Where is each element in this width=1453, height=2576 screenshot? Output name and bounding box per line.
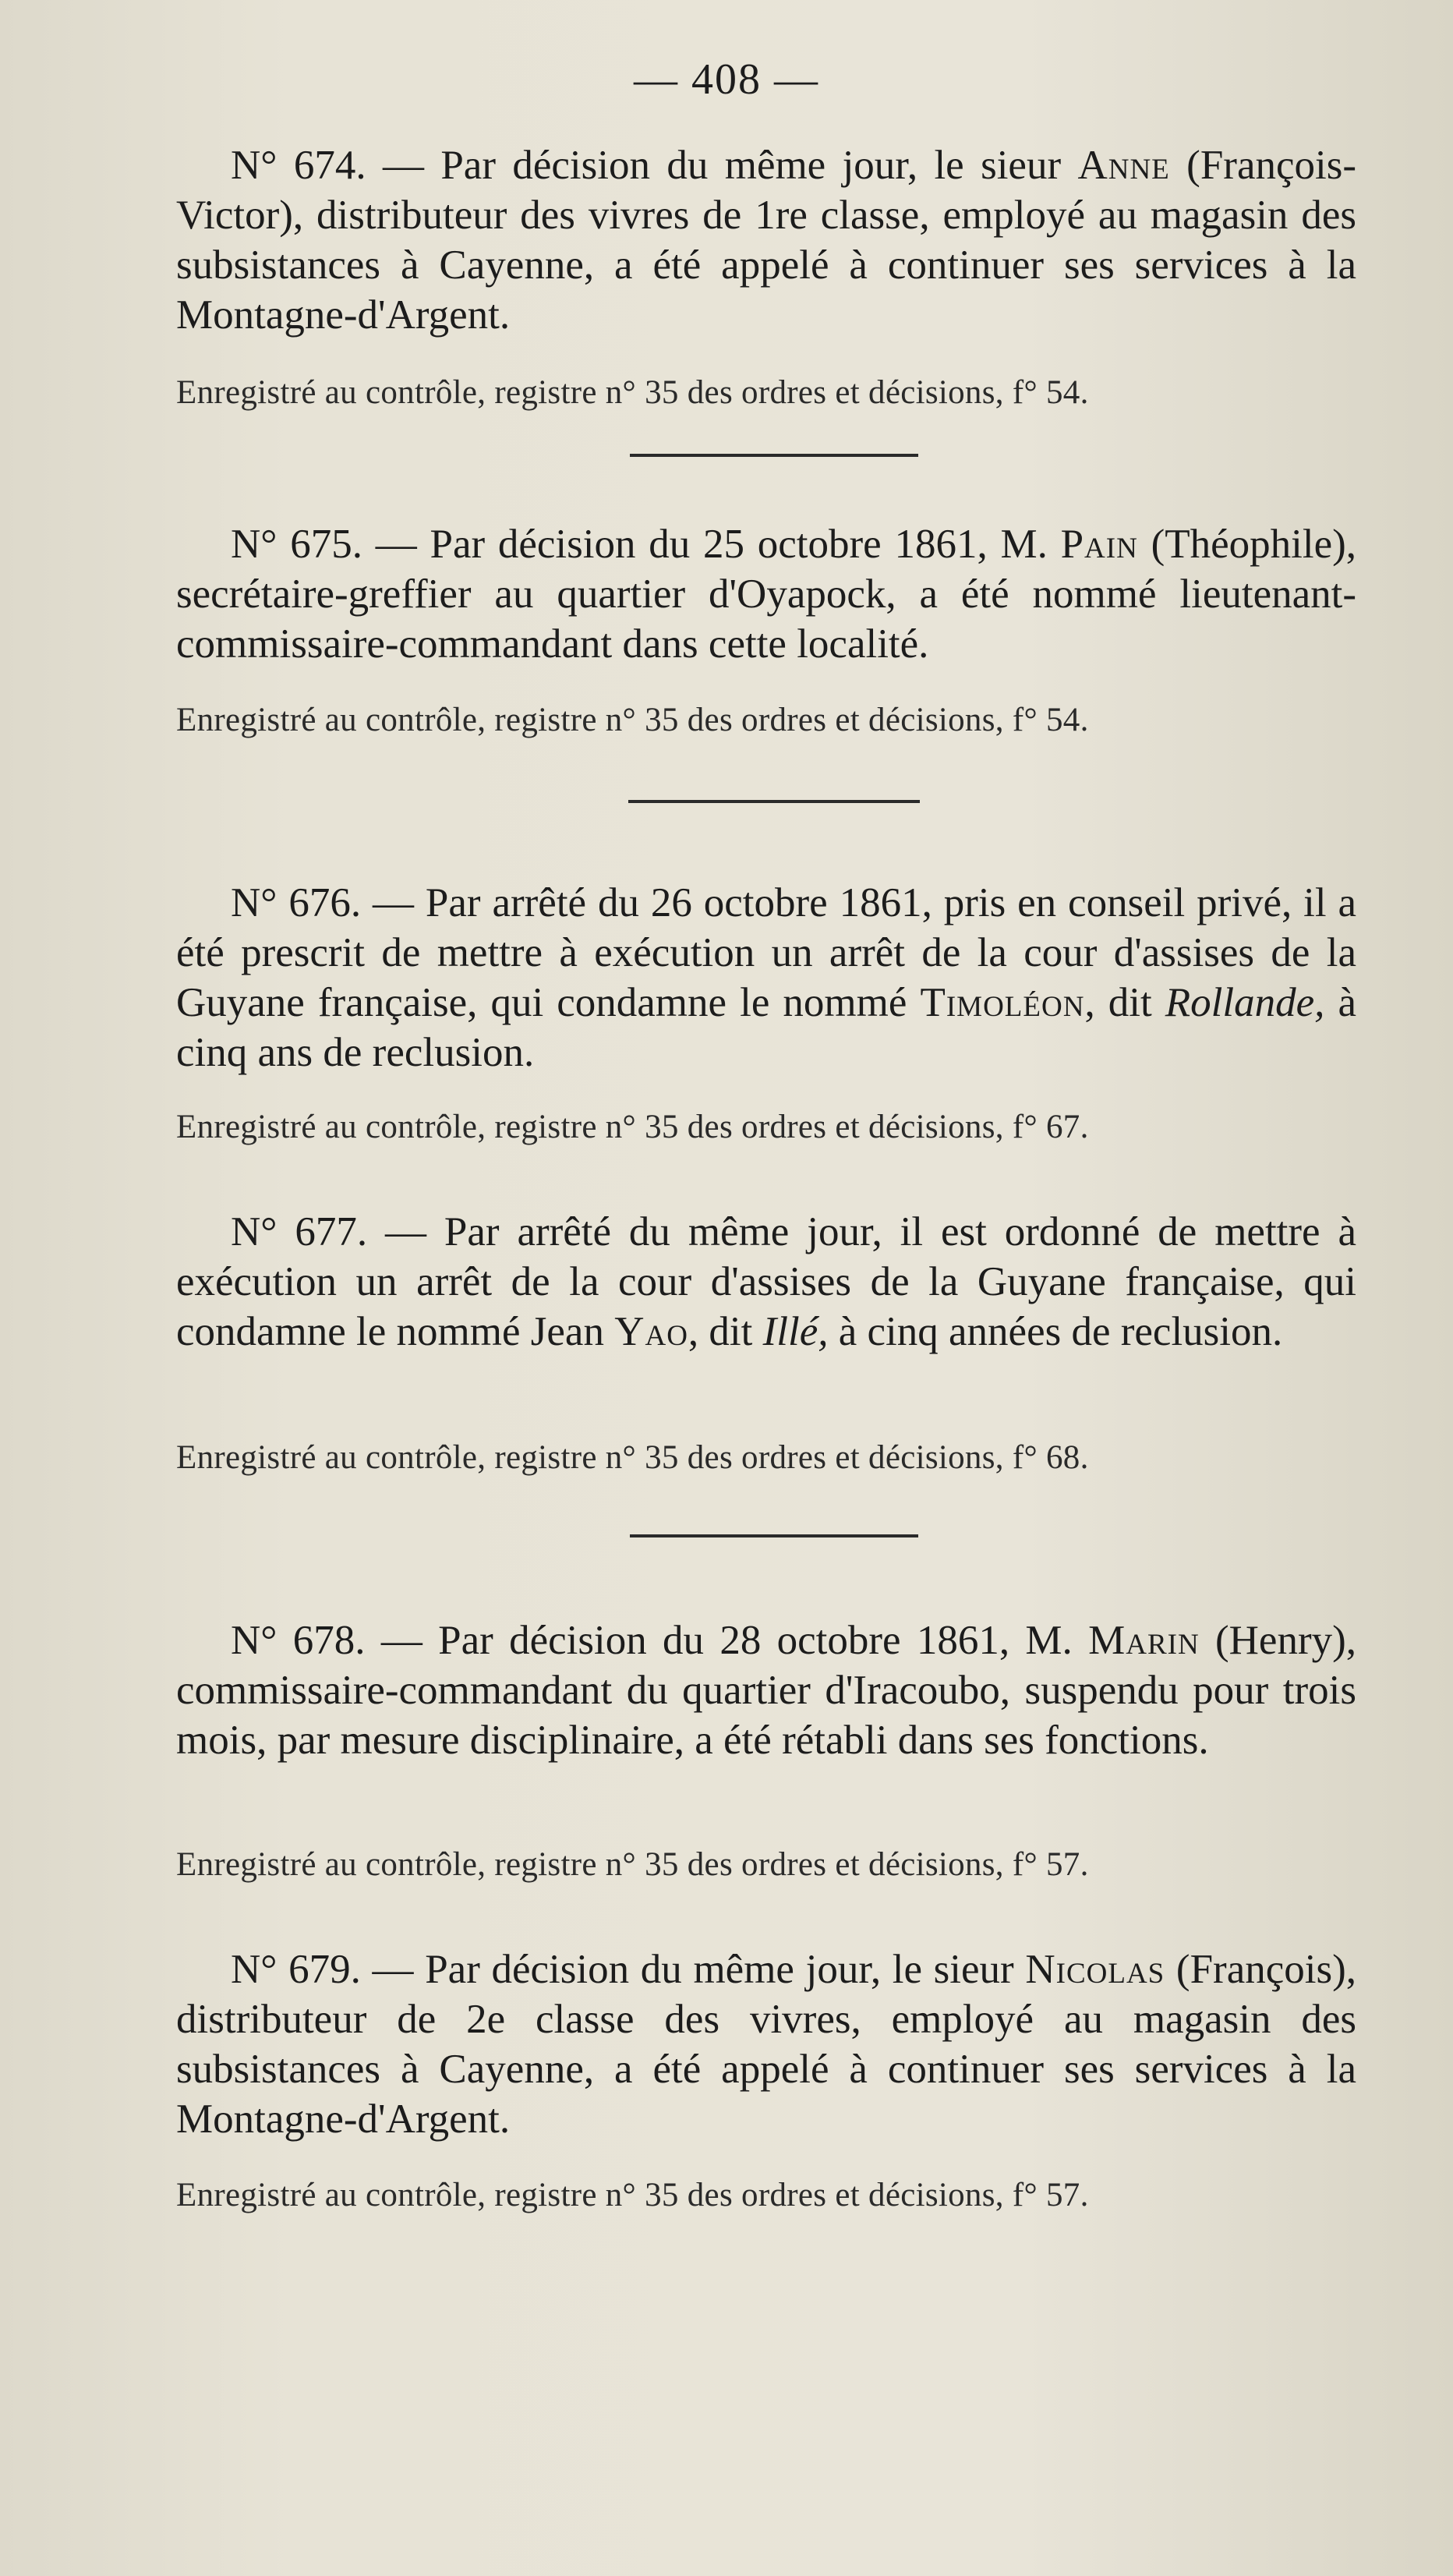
person-name: Pain (1060, 522, 1138, 567)
entry-679 (176, 1944, 1356, 2144)
entry-676 (176, 878, 1356, 1077)
register-note: Enregistré au contrôle, registre n° 35 des ordres et décisions, f° 67. (176, 1109, 1089, 1145)
register-note: Enregistré au contrôle, registre n° 35 des ordres et décisions, f° 54. (176, 702, 1089, 738)
separator-rule (628, 800, 920, 803)
entry-number: N° 677. (231, 1209, 368, 1254)
entry-number: N° 679. (231, 1947, 361, 1992)
entry-text: N° 678. — Par décision du 28 octobre 1861, M. Marin (Henry), commissaire-commandant du quartier d'Iracoubo, suspendu pour trois mois, par mesure disciplinaire, a été rétabli dans ses fonctions. (176, 1618, 1356, 1763)
person-name: Marin (1088, 1618, 1200, 1663)
register-note: Enregistré au contrôle, registre n° 35 des ordres et décisions, f° 54. (176, 374, 1089, 411)
register-note: Enregistré au contrôle, registre n° 35 des ordres et décisions, f° 68. (176, 1439, 1089, 1476)
entry-674 (176, 140, 1356, 340)
alias-name: Illé, (762, 1309, 829, 1354)
entry-677 (176, 1207, 1356, 1357)
alias-name: Rollande, (1165, 980, 1325, 1025)
entry-text: N° 679. — Par décision du même jour, le sieur Nicolas (François), distributeur de 2e classe des vivres, employé au magasin des subsistances à Cayenne, a été appelé à continuer ses services à la Montagne-d'Argent. (176, 1947, 1356, 2142)
separator-rule (630, 454, 918, 457)
person-name: Timoléon (920, 980, 1085, 1025)
entry-number: N° 678. (231, 1618, 366, 1663)
person-name: Nicolas (1025, 1947, 1165, 1992)
entry-text: N° 675. — Par décision du 25 octobre 1861, M. Pain (Théophile), secrétaire-greffier au quartier d'Oyapock, a été nommé lieutenant-commissaire-commandant dans cette localité. (176, 522, 1357, 667)
entry-text: N° 677. — Par arrêté du même jour, il est ordonné de mettre à exécution un arrêt de la cour d'assises de la Guyane française, qui condamne le nommé Jean Yao, dit Illé, à cinq années de reclusion. (176, 1209, 1356, 1354)
page-number: — 408 — (634, 55, 819, 104)
separator-rule (630, 1534, 918, 1537)
register-note: Enregistré au contrôle, registre n° 35 des ordres et décisions, f° 57. (176, 1846, 1089, 1883)
entry-text: N° 676. — Par arrêté du 26 octobre 1861, pris en conseil privé, il a été prescrit de mettre à exécution un arrêt de la cour d'assises de la Guyane française, qui condamne le nommé Timoléon, dit Rollande, à cinq ans de reclusion. (176, 880, 1356, 1075)
entry-675 (176, 519, 1356, 669)
entry-number: N° 676. (231, 880, 362, 925)
register-note: Enregistré au contrôle, registre n° 35 des ordres et décisions, f° 57. (176, 2177, 1089, 2213)
person-name: Anne (1077, 143, 1170, 188)
entry-number: N° 675. (231, 522, 362, 567)
entry-text: N° 674. — Par décision du même jour, le sieur Anne (François-Victor), distributeur des vivres de 1re classe, employé au magasin des subsistances à Cayenne, a été appelé à continuer ses services à la Montagne-d'Argent. (176, 143, 1356, 338)
entry-number: N° 674. (231, 143, 366, 188)
person-name: Yao (614, 1309, 688, 1354)
entry-678 (176, 1615, 1356, 1765)
